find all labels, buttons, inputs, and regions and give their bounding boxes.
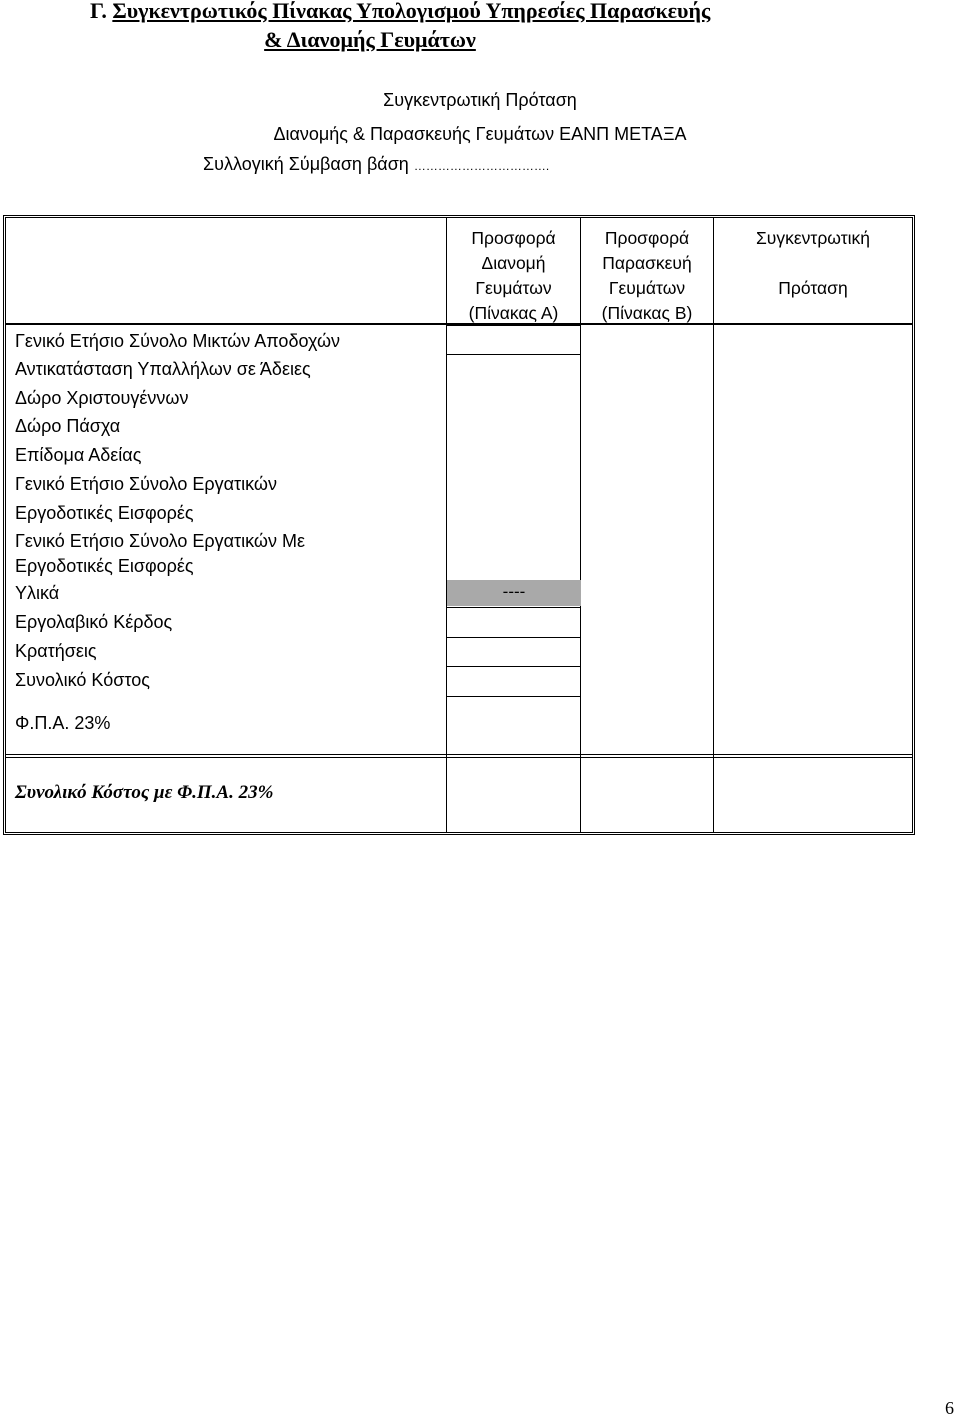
title-line-1: Συγκεντρωτικός Πίνακας Υπολογισμού Υπηρεσίες Παρασκευής (112, 0, 711, 23)
row-label: Γενικό Ετήσιο Σύνολο Εργατικών (15, 474, 277, 494)
row-label: Αντικατάσταση Υπαλλήλων σε Άδειες (15, 359, 311, 379)
header-text: Προσφορά (471, 228, 556, 248)
row-label: Δώρο Πάσχα (15, 416, 121, 436)
row-label: Εργοδοτικές Εισφορές (15, 556, 194, 576)
header-summary-proposal (714, 226, 912, 301)
row-label: Κρατήσεις (15, 641, 97, 661)
header-text: Προσφορά (604, 228, 690, 248)
summary-table (3, 215, 915, 835)
header-offer-distribution (447, 226, 580, 326)
cell-box (446, 325, 581, 355)
final-row-divider-b (6, 757, 912, 758)
cell-box (446, 666, 581, 697)
row-label: Συνολικό Κόστος (15, 670, 150, 690)
final-total-label: Συνολικό Κόστος με Φ.Π.Α. 23% (15, 782, 274, 803)
row-label: Εργοδοτικές Εισφορές (15, 503, 194, 523)
header-offer-preparation (581, 226, 713, 326)
row-label: Δώρο Χριστουγέννων (15, 388, 189, 408)
row-label-materials: Υλικά (15, 583, 60, 603)
page-number: 6 (945, 1398, 954, 1418)
header-text: Συγκεντρωτική (755, 228, 870, 248)
header-text (714, 251, 912, 276)
header-text: Διανομή (481, 253, 546, 273)
header-text: Γευμάτων (475, 278, 552, 298)
title-prefix: Γ. (90, 0, 107, 23)
materials-value-cell: ---- (447, 580, 581, 606)
subtitle-line-1: Συγκεντρωτική Πρόταση (383, 90, 577, 110)
basis-label: Συλλογική Σύμβαση βάση (203, 154, 409, 174)
header-text: (Πίνακας Β) (601, 303, 693, 323)
cell-box (446, 637, 581, 667)
row-label: Εργολαβικό Κέρδος (15, 612, 173, 632)
header-text: (Πίνακας Α) (468, 303, 559, 323)
subtitle-line-3 (203, 154, 549, 175)
final-row-divider-a (6, 754, 912, 755)
row-label-vat: Φ.Π.Α. 23% (15, 713, 111, 733)
header-text: Γευμάτων (608, 278, 686, 298)
column-divider-3 (713, 218, 714, 832)
cell-box (446, 607, 581, 638)
basis-dots: ……………………………. (413, 159, 550, 173)
row-label: Επίδομα Αδείας (15, 445, 142, 465)
document-title (90, 0, 870, 54)
header-text: Παρασκευή (602, 253, 692, 273)
subtitle-line-2: Διανομής & Παρασκευής Γευμάτων ΕΑΝΠ ΜΕΤΑΞΑ (273, 124, 687, 144)
row-label: Γενικό Ετήσιο Σύνολο Μικτών Αποδοχών (15, 331, 341, 351)
title-line-2: & Διανομής Γευμάτων (264, 27, 476, 52)
header-text: Πρόταση (778, 278, 848, 298)
row-label: Γενικό Ετήσιο Σύνολο Εργατικών Με (15, 531, 305, 551)
